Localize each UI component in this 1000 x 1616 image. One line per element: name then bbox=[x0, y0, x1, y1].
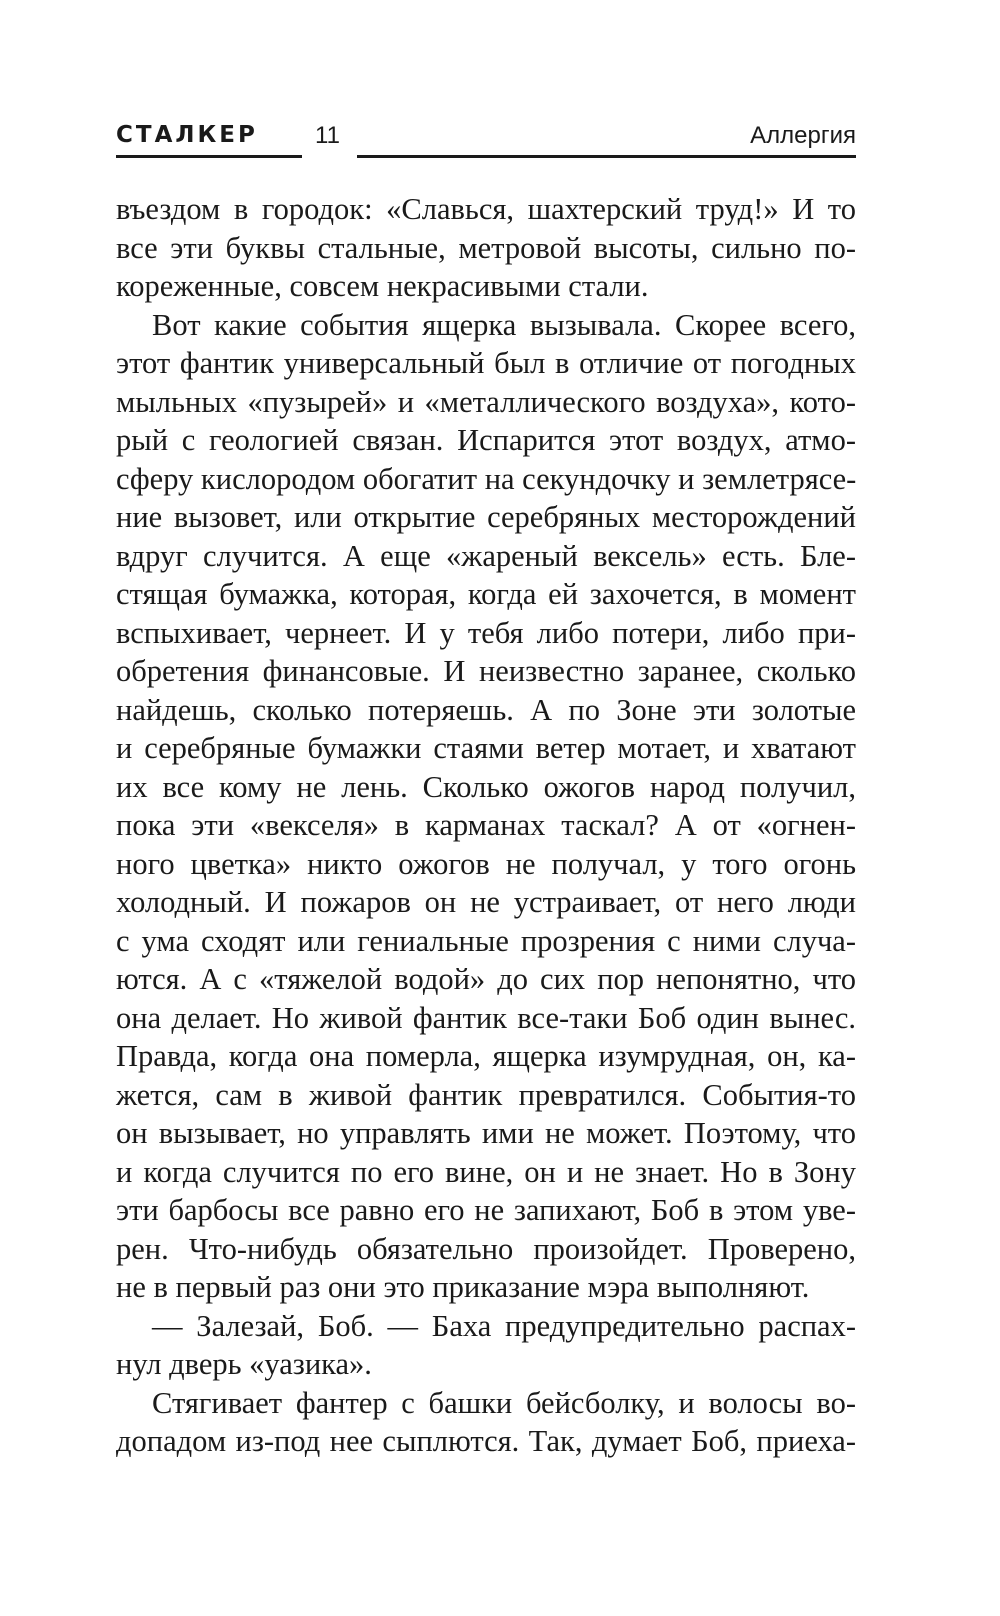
text-line: жется, сам в живой фантик превратился. События-то bbox=[116, 1077, 856, 1112]
text-line: холодный. И пожаров он не устраивает, от него люди bbox=[116, 885, 856, 919]
text-line: найдешь, сколько потеряешь. А по Зоне эти золотые bbox=[116, 692, 856, 727]
text-line: сферу кислородом обогатит на секундочку и землетрясе- bbox=[116, 461, 857, 496]
text-line: вдруг случится. А еще «жареный вексель» есть. Бле- bbox=[116, 538, 856, 573]
text-line: Вот какие события ящерка вызывала. Скорее всего, bbox=[152, 307, 856, 342]
text-line: с ума сходят или гениальные прозрения с ними случа- bbox=[116, 923, 856, 958]
text-line: и когда случится по его вине, он и не знает. Но в Зону bbox=[116, 1154, 856, 1189]
text-line: этот фантик универсальный был в отличие от погодных bbox=[116, 346, 856, 380]
text-line: Правда, когда она померла, ящерка изумрудная, он, ка- bbox=[116, 1039, 856, 1073]
text-line: Стягивает фантер с башки бейсболку, и волосы во- bbox=[152, 1385, 856, 1420]
text-line: ние вызовет, или открытие серебряных месторождений bbox=[116, 500, 856, 534]
text-line: и серебряные бумажки стаями ветер мотает, и хватают bbox=[116, 731, 856, 765]
text-line: мыльных «пузырей» и «металлического воздуха», кото- bbox=[116, 384, 856, 419]
text-line: нул дверь «уазика». bbox=[116, 1347, 372, 1381]
text-line: въездом в городок: «Славься, шахтерский труд!» И то bbox=[116, 192, 856, 226]
chapter-title: Аллергия bbox=[750, 122, 856, 149]
text-line: ного цветка» никто ожогов не получал, у того огонь bbox=[116, 846, 856, 881]
text-line: рый с геологией связан. Испарится этот воздух, атмо- bbox=[116, 423, 856, 457]
body-text bbox=[116, 190, 856, 1461]
text-line: все эти буквы стальные, метровой высоты, сильно по- bbox=[116, 230, 856, 265]
page-number: 11 bbox=[315, 122, 340, 149]
text-line: допадом из-под нее сыплются. Так, думает Боб, приеха- bbox=[116, 1424, 856, 1458]
text-line: стящая бумажка, которая, когда ей захочется, в момент bbox=[116, 577, 856, 611]
text-line: кореженные, совсем некрасивыми стали. bbox=[116, 269, 649, 303]
header-rule-right bbox=[357, 155, 856, 158]
text-line: не в первый раз они это приказание мэра выполняют. bbox=[116, 1270, 810, 1304]
text-line: эти барбосы все равно его не запихают, Боб в этом уве- bbox=[116, 1193, 856, 1227]
text-line: обретения финансовые. И неизвестно заранее, сколько bbox=[116, 654, 856, 688]
text-line: вспыхивает, чернеет. И у тебя либо потери, либо при- bbox=[116, 615, 856, 650]
text-line: она делает. Но живой фантик все-таки Боб один вынес. bbox=[116, 1000, 856, 1035]
series-title: СТАЛКЕР bbox=[116, 122, 258, 148]
text-line: ются. А с «тяжелой водой» до сих пор непонятно, что bbox=[116, 962, 856, 996]
text-line: пока эти «векселя» в карманах таскал? А от «огнен- bbox=[116, 808, 856, 842]
running-header bbox=[116, 122, 856, 162]
text-line: рен. Что-нибудь обязательно произойдет. Проверено, bbox=[116, 1231, 856, 1266]
text-line: их все кому не лень. Сколько ожогов народ получил, bbox=[116, 769, 856, 804]
text-line: он вызывает, но управлять ими не может. Поэтому, что bbox=[116, 1116, 856, 1150]
header-rule-left bbox=[116, 155, 302, 158]
text-line: — Залезай, Боб. — Баха предупредительно распах- bbox=[152, 1308, 856, 1343]
